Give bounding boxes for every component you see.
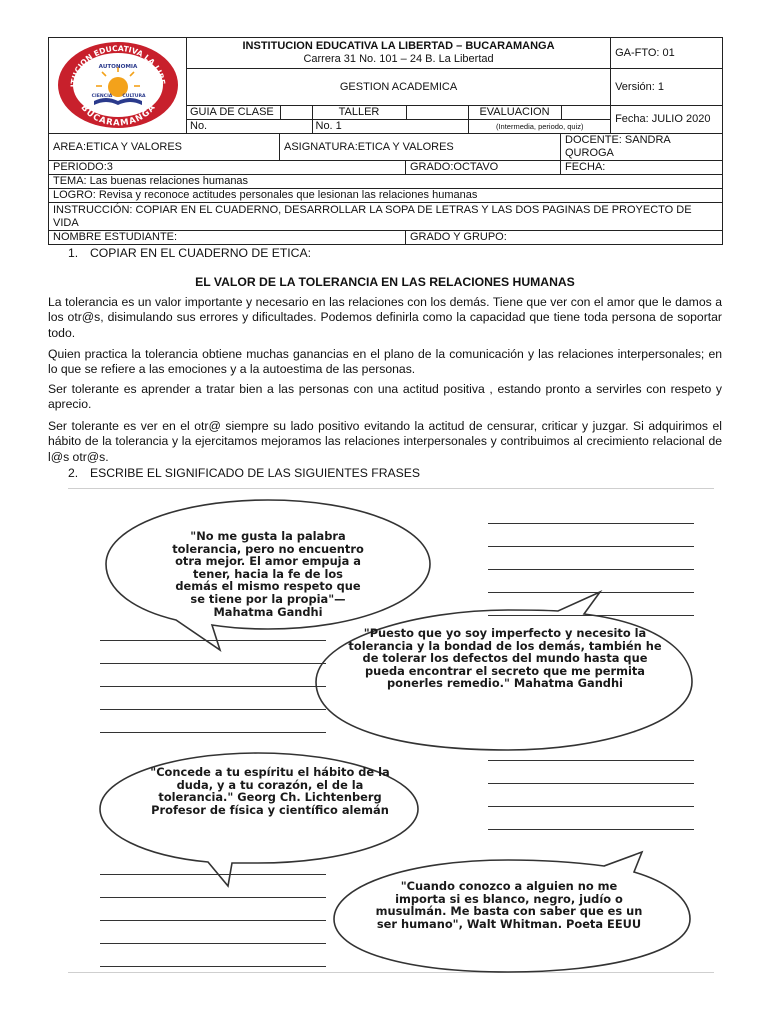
svg-text:BUCARAMANGA: BUCARAMANGA <box>78 102 157 128</box>
quote-gandhi-2: "Puesto que yo soy imperfecto y necesito la tolerancia y la bondad de los demás, también he de tolerar los defectos del mundo hasta que pueda encontrar el secreto que me permita ponerles remedio." Mahatma Gandhi <box>348 626 662 691</box>
answer-line <box>100 966 326 967</box>
fecha-field: FECHA: <box>561 161 723 175</box>
quote-lichtenberg: "Concede a tu espíritu el hábito de la duda, y a tu corazón, el de la tolerancia." Georg Ch. Lichtenberg Profesor de física y científico alemán <box>150 765 390 817</box>
logro-field: LOGRO: Revisa y reconoce actitudes personales que lesionan las relaciones humanas <box>49 189 723 203</box>
quote-whitman: "Cuando conozco a alguien no me importa si es blanco, negro, judío o musulmán. Me basta con saber que es un ser humano", Walt Whitman. Poeta EEUU <box>375 879 643 931</box>
answer-line <box>100 943 326 944</box>
answer-line <box>100 640 326 641</box>
document-type-grid <box>187 106 611 133</box>
answer-line <box>488 592 694 593</box>
document-type-row <box>187 106 611 134</box>
student-name-field: NOMBRE ESTUDIANTE: <box>49 231 406 245</box>
answer-line <box>488 569 694 570</box>
header-table <box>48 37 723 245</box>
answer-line <box>488 783 694 784</box>
department-name: GESTION ACADEMICA <box>187 69 611 106</box>
answer-line <box>100 663 326 664</box>
form-version: Versión: 1 <box>611 69 723 106</box>
answer-line <box>488 523 694 524</box>
evaluacion-label: EVALUACION <box>468 106 561 120</box>
grado-field: GRADO:OCTAVO <box>406 161 561 175</box>
paragraph-3: Ser tolerante es aprender a tratar bien a las personas con una actitud positiva , estando pronto a servirles con respeto y aprecio. <box>48 382 722 412</box>
school-seal-logo <box>50 39 186 129</box>
paragraph-4: Ser tolerante es ver en el otr@ siempre su lado positivo evitando la actitud de censurar, criticar y juzgar. Si adquirimos el hábito de la tolerancia y la ejercitamos mejoramos las relaciones interpersonales y contribuimos al crecimiento relacional de l@s otr@s. <box>48 419 722 464</box>
docente-field: DOCENTE: SANDRA QUROGA <box>561 134 723 161</box>
answer-line <box>488 760 694 761</box>
paragraph-1: La tolerancia es un valor importante y necesario en las relaciones con los demás. Tiene que ver con el amor que le damos a los otr@s, disimulando sus errores y dificultades. Podemos definirla como la capacidad que tiene toda persona de soportar todo. <box>48 295 722 340</box>
answer-line <box>100 686 326 687</box>
asignatura-field: ASIGNATURA:ETICA Y VALORES <box>280 134 561 161</box>
answer-line <box>100 732 326 733</box>
form-code: GA-FTO: 01 <box>611 38 723 69</box>
taller-check-box <box>406 106 468 120</box>
answer-line <box>100 920 326 921</box>
instruccion-field: INSTRUCCIÓN: COPIAR EN EL CUADERNO, DESARROLLAR LA SOPA DE LETRAS Y LAS DOS PAGINAS DE PROYECTO DE VIDA <box>49 203 723 231</box>
svg-text:CULTURA: CULTURA <box>121 93 146 99</box>
guia-check-box <box>280 106 312 120</box>
paragraph-2: Quien practica la tolerancia obtiene muchas ganancias en el plano de la comunicación y las relaciones interpersonales; en lo que se refiere a las emociones y a la autoestima de las personas. <box>48 347 722 377</box>
answer-line <box>488 546 694 547</box>
instruction-item-2: 2. ESCRIBE EL SIGNIFICADO DE LAS SIGUIENTES FRASES <box>68 466 421 480</box>
answer-line <box>488 806 694 807</box>
taller-label: TALLER <box>312 106 406 120</box>
logo-cell <box>49 38 187 134</box>
form-date: Fecha: JULIO 2020 <box>611 106 723 134</box>
lesson-title: EL VALOR DE LA TOLERANCIA EN LAS RELACIONES HUMANAS <box>195 275 575 289</box>
grade-group-field: GRADO Y GRUPO: <box>406 231 723 245</box>
periodo-field: PERIODO:3 <box>49 161 406 175</box>
area-field: AREA:ETICA Y VALORES <box>49 134 280 161</box>
instruction-item-1: 1. COPIAR EN EL CUADERNO DE ETICA: <box>68 246 311 260</box>
evaluacion-check-box <box>561 106 611 120</box>
institution-address: Carrera 31 No. 101 – 24 B. La Libertad <box>303 53 494 65</box>
taller-number: No. 1 <box>312 120 468 134</box>
evaluacion-note: (Intermedia, periodo, quiz) <box>495 122 584 131</box>
guia-number: No. <box>187 120 312 134</box>
guia-label: GUIA DE CLASE <box>187 106 280 120</box>
svg-text:CIENCIA: CIENCIA <box>91 93 112 99</box>
answer-line <box>488 829 694 830</box>
quotes-activity <box>68 488 714 974</box>
svg-text:INSTITUCION EDUCATIVA LA LIBER: ITUCION EDUCATIVA LA LIBE <box>68 43 167 87</box>
svg-text:AUTONOMIA: AUTONOMIA <box>98 63 137 70</box>
answer-line <box>100 709 326 710</box>
institution-cell <box>187 38 611 69</box>
answer-line <box>100 897 326 898</box>
tema-field: TEMA: Las buenas relaciones humanas <box>49 175 723 189</box>
institution-name: INSTITUCION EDUCATIVA LA LIBERTAD – BUCARAMANGA <box>242 40 555 52</box>
answer-line <box>100 874 326 875</box>
answer-line <box>488 615 694 616</box>
quote-gandhi-1: "No me gusta la palabra tolerancia, pero no encuentro otra mejor. El amor empuja a tener, hacia la fe de los demás el mismo respeto que se tiene por la propia"— Mahatma Gandhi <box>172 529 364 619</box>
